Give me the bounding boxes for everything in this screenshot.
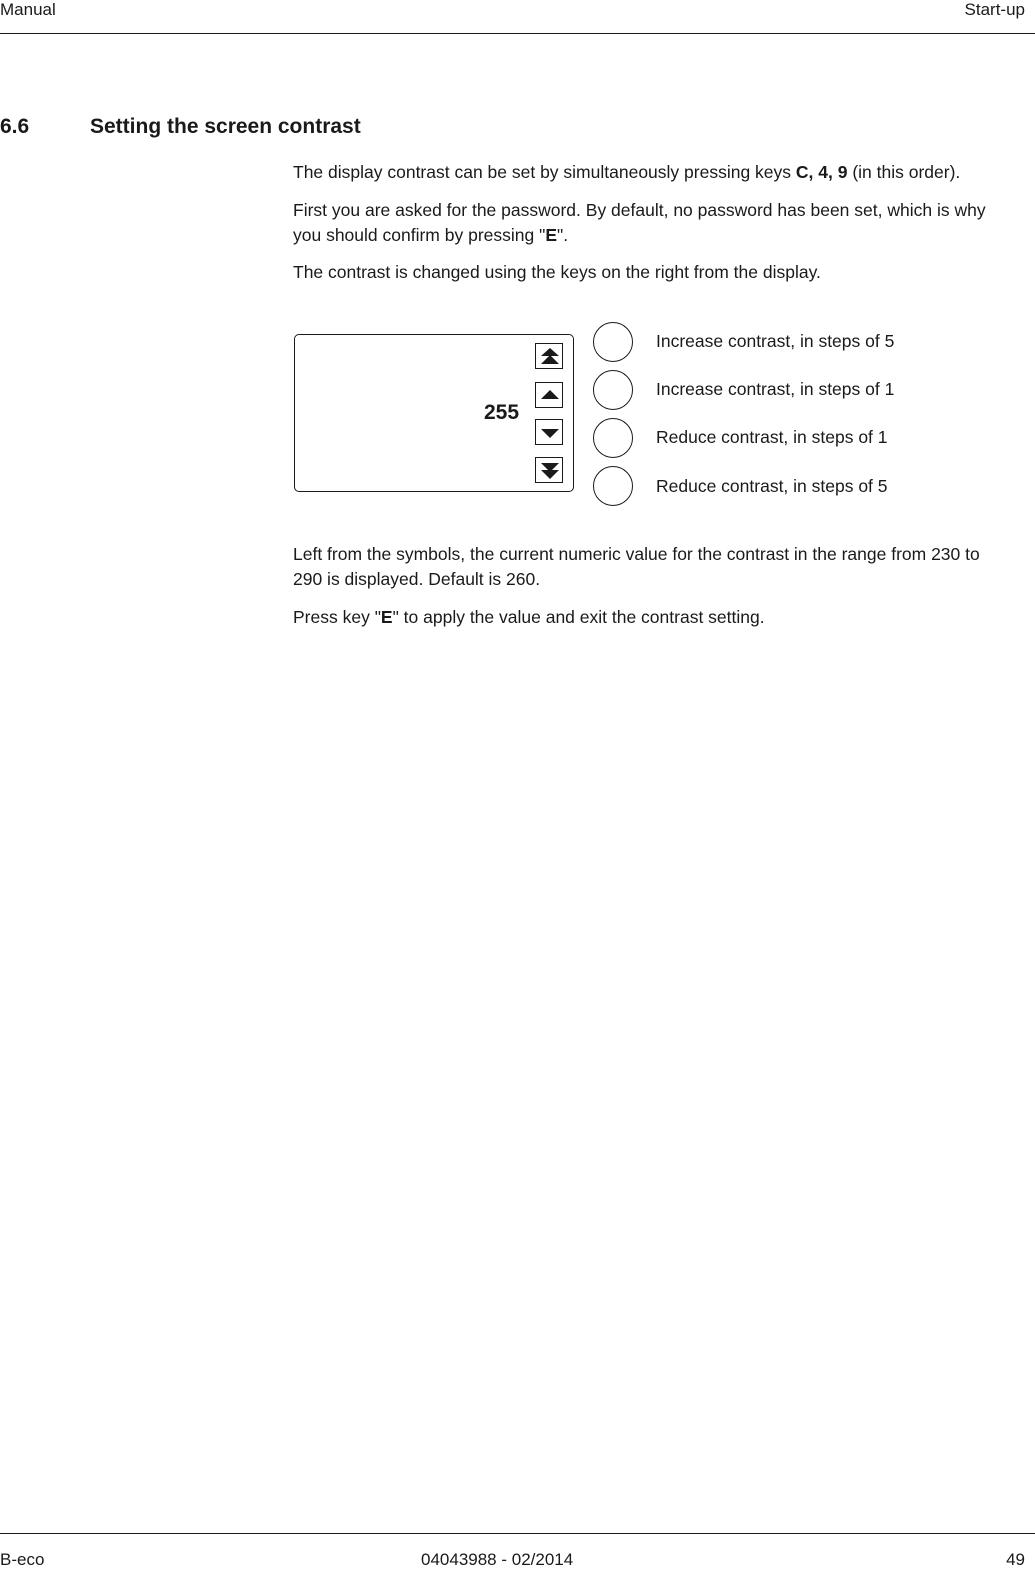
paragraph-apply — [293, 605, 1028, 630]
display-screen — [294, 334, 574, 492]
key-label-reduce-5: Reduce contrast, in steps of 5 — [656, 476, 888, 496]
paragraph-text: Press key " — [293, 607, 381, 627]
paragraph-keys — [293, 160, 1028, 185]
contrast-value: 255 — [484, 401, 520, 424]
header-rule — [0, 33, 1035, 34]
key-label-reduce-1: Reduce contrast, in steps of 1 — [656, 427, 888, 447]
key-label-increase-1: Increase contrast, in steps of 1 — [656, 379, 895, 399]
key-label-increase-5: Increase contrast, in steps of 5 — [656, 331, 895, 351]
paragraph-contrast-keys: The contrast is changed using the keys on the right from the display. — [293, 262, 821, 282]
key-increase-1 — [593, 370, 633, 410]
paragraph-text: " to apply the value and exit the contrast setting. — [392, 607, 765, 627]
paragraph-text: (in this order). — [847, 162, 961, 182]
paragraph-text: The display contrast can be set by simultaneously pressing keys — [293, 162, 796, 182]
paragraph-password — [293, 198, 1013, 248]
footer-page-number: 49 — [1006, 1550, 1025, 1569]
up-arrow-icon — [535, 382, 563, 408]
paragraph-text: First you are asked for the password. By default, no password has been set, which is why you should confirm by pressing " — [293, 200, 986, 245]
key-reduce-5 — [593, 466, 633, 506]
double-down-arrow-icon — [535, 457, 563, 483]
footer-rule — [0, 1533, 1035, 1534]
key-e: E — [545, 225, 557, 245]
key-combination: C, 4, 9 — [795, 162, 848, 182]
double-up-arrow-icon — [535, 343, 563, 369]
key-reduce-1 — [593, 418, 633, 458]
footer-document-number: 04043988 - 02/2014 — [421, 1550, 574, 1569]
section-title: Setting the screen contrast — [90, 115, 361, 138]
header-chapter: Start-up — [964, 0, 1025, 19]
key-e: E — [380, 607, 393, 627]
header-manual: Manual — [0, 0, 56, 19]
key-increase-5 — [593, 322, 633, 362]
paragraph-range: Left from the symbols, the current numeric value for the contrast in the range from 230 to 290 is displayed. Default is 260. — [293, 544, 980, 589]
down-arrow-icon — [535, 419, 563, 445]
paragraph-text: ". — [557, 225, 569, 245]
footer-product: B-eco — [0, 1550, 45, 1569]
section-heading — [0, 114, 361, 140]
section-number: 6.6 — [0, 115, 30, 138]
